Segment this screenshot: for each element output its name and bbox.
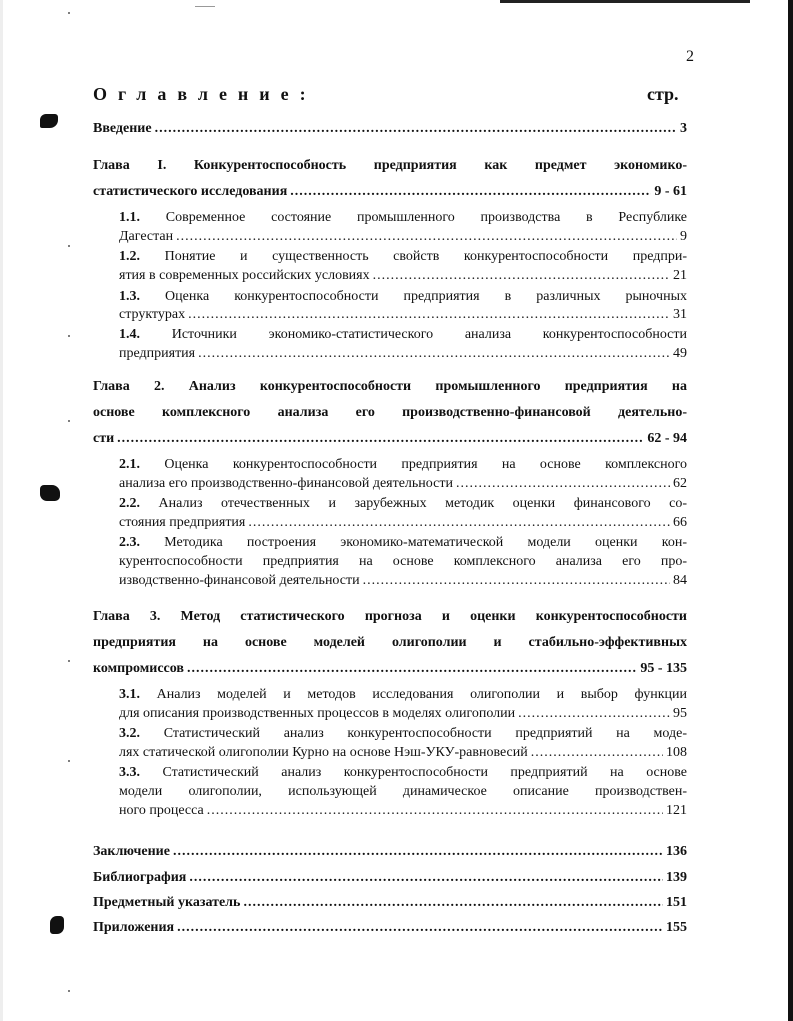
section-number: 3.2. (119, 726, 140, 741)
chapter-3-title: Глава 3. Метод статистического прогноза и оценки конкурентоспособности (93, 609, 687, 624)
toc-entry-section-1-2 (119, 267, 687, 285)
entry-page: 84 (673, 573, 687, 588)
dot-leader (518, 705, 670, 723)
chapter-1-title: Глава I. Конкурентоспособность предприятия как предмет экономико- (93, 158, 687, 173)
section-2-1-title (119, 456, 687, 474)
section-1-4-title (119, 326, 687, 344)
page-column-label: стр. (647, 84, 679, 104)
section-1-1-title (119, 209, 687, 227)
section-2-3-title-cont: курентоспособности предприятия на основе комплексного анализа его про- (119, 554, 687, 569)
entry-label: Заключение (93, 844, 170, 859)
section-3-3-title (119, 764, 687, 782)
section-title: Статистический анализ конкурентоспособности предприятий на основе (162, 765, 687, 780)
entry-page: 95 (673, 706, 687, 721)
section-number: 1.3. (119, 289, 140, 304)
section-number: 3.3. (119, 765, 140, 780)
dot-leader (373, 267, 670, 285)
dot-leader (176, 228, 677, 246)
dot-leader (456, 475, 670, 493)
entry-page: 136 (666, 844, 687, 859)
toc-entry-section-3-2 (119, 744, 687, 762)
scan-speck (68, 990, 70, 992)
entry-page: 9 - 61 (654, 184, 687, 199)
binding-hole-mark (40, 485, 60, 501)
section-2-2-title (119, 495, 687, 513)
toc-entry-index (93, 894, 687, 912)
dot-leader (155, 120, 677, 138)
entry-label: изводственно-финансовой деятельности (119, 573, 360, 588)
section-title: Современное состояние промышленного производства в Республике (165, 210, 688, 225)
toc-entry-section-2-1 (119, 475, 687, 493)
dot-leader (243, 894, 663, 912)
entry-page: 9 (680, 229, 687, 244)
entry-page: 21 (673, 268, 687, 283)
dot-leader (363, 572, 670, 590)
toc-entry-bibliography (93, 869, 687, 887)
entry-label: Предметный указатель (93, 895, 241, 910)
scan-artifact-top-line (500, 0, 750, 3)
section-3-2-title (119, 725, 687, 743)
entry-page: 62 (673, 476, 687, 491)
entry-page: 139 (666, 870, 687, 885)
entry-label: Приложения (93, 920, 175, 935)
toc-entry-section-1-3 (119, 306, 687, 324)
scan-speck (68, 245, 70, 247)
entry-page: 151 (666, 895, 687, 910)
dot-leader (248, 514, 670, 532)
section-number: 1.1. (119, 210, 140, 225)
section-1-3-title (119, 288, 687, 306)
toc-entry-chapter-1 (93, 183, 687, 201)
entry-label: компромиссов (93, 661, 184, 676)
entry-label: ятия в современных российских условиях (119, 268, 370, 283)
chapter-2-title: Глава 2. Анализ конкурентоспособности промышленного предприятия на (93, 379, 687, 394)
entry-label: для описания производственных процессов в моделях олигополии (119, 706, 516, 721)
section-title: Оценка конкурентоспособности предприятия в различных рыночных (165, 289, 687, 304)
section-number: 3.1. (119, 687, 140, 702)
toc-entry-section-1-1 (119, 228, 687, 246)
section-title: Источники экономико-статистического анализа конкурентоспособности (171, 327, 688, 342)
scan-speck (68, 12, 70, 14)
scan-speck (68, 420, 70, 422)
entry-page: 31 (673, 307, 687, 322)
entry-label: стояния предприятия (119, 515, 246, 530)
chapter-2-title-cont: основе комплексного анализа его производственно-финансовой деятельно- (93, 405, 687, 420)
section-title: Статистический анализ конкурентоспособности предприятий на моде- (163, 726, 688, 741)
entry-label: Дагестан (119, 229, 174, 244)
toc-entry-section-2-3 (119, 572, 687, 590)
section-title: Оценка конкурентоспособности предприятия на основе комплексного (164, 457, 687, 472)
section-number: 2.3. (119, 535, 140, 550)
entry-page: 3 (680, 121, 687, 136)
scan-speck (68, 760, 70, 762)
section-2-3-title (119, 534, 687, 552)
scan-artifact-mark (195, 6, 215, 7)
toc-entry-section-3-3 (119, 802, 687, 820)
entry-label: структурах (119, 307, 186, 322)
dot-leader (189, 869, 663, 887)
dot-leader (177, 919, 663, 937)
dot-leader (198, 345, 670, 363)
chapter-3-title-cont: предприятия на основе моделей олигополии и стабильно-эффективных (93, 635, 687, 650)
section-title: Анализ моделей и методов исследования олигополии и выбор функции (156, 687, 688, 702)
dot-leader (117, 430, 644, 448)
entry-label: статистического исследования (93, 184, 288, 199)
section-title: Анализ отечественных и зарубежных методик оценки финансового со- (158, 496, 687, 511)
section-number: 2.1. (119, 457, 140, 472)
entry-label: Введение (93, 121, 152, 136)
entry-page: 62 - 94 (647, 431, 687, 446)
section-title: Методика построения экономико-математической модели оценки кон- (164, 535, 687, 550)
toc-entry-chapter-2 (93, 430, 687, 448)
page-number: 2 (686, 48, 694, 65)
section-number: 1.2. (119, 249, 140, 264)
entry-page: 49 (673, 346, 687, 361)
toc-entry-section-1-4 (119, 345, 687, 363)
entry-label: сти (93, 431, 115, 446)
entry-page: 108 (666, 745, 687, 760)
binding-hole-mark (40, 114, 58, 128)
toc-entry-intro (93, 120, 687, 138)
section-3-1-title (119, 686, 687, 704)
entry-page: 66 (673, 515, 687, 530)
section-1-2-title (119, 248, 687, 266)
toc-entry-section-2-2 (119, 514, 687, 532)
dot-leader (188, 306, 670, 324)
section-3-3-title-cont: модели олигополии, использующей динамическое описание производствен- (119, 784, 687, 799)
scan-artifact-left-edge (0, 0, 3, 1021)
dot-leader (173, 843, 663, 861)
dot-leader (207, 802, 663, 820)
toc-entry-section-3-1 (119, 705, 687, 723)
entry-label: ного процесса (119, 803, 204, 818)
section-number: 2.2. (119, 496, 140, 511)
entry-page: 121 (666, 803, 687, 818)
toc-entry-conclusion (93, 843, 687, 861)
binding-hole-mark (50, 916, 64, 934)
entry-page: 155 (666, 920, 687, 935)
section-title: Понятие и существенность свойств конкурентоспособности предпри- (164, 249, 687, 264)
scan-speck (68, 660, 70, 662)
entry-label: Библиография (93, 870, 187, 885)
entry-page: 95 - 135 (640, 661, 687, 676)
scan-speck (68, 335, 70, 337)
dot-leader (290, 183, 651, 201)
toc-title: Оглавление: (93, 84, 317, 104)
entry-label: анализа его производственно-финансовой деятельности (119, 476, 453, 491)
entry-label: лях статической олигополии Курно на основе Нэш-УКУ-равновесий (119, 745, 528, 760)
dot-leader (531, 744, 663, 762)
entry-label: предприятия (119, 346, 196, 361)
toc-entry-appendices (93, 919, 687, 937)
toc-entry-chapter-3 (93, 660, 687, 678)
scan-artifact-right-edge (788, 0, 793, 1021)
section-number: 1.4. (119, 327, 140, 342)
dot-leader (187, 660, 637, 678)
